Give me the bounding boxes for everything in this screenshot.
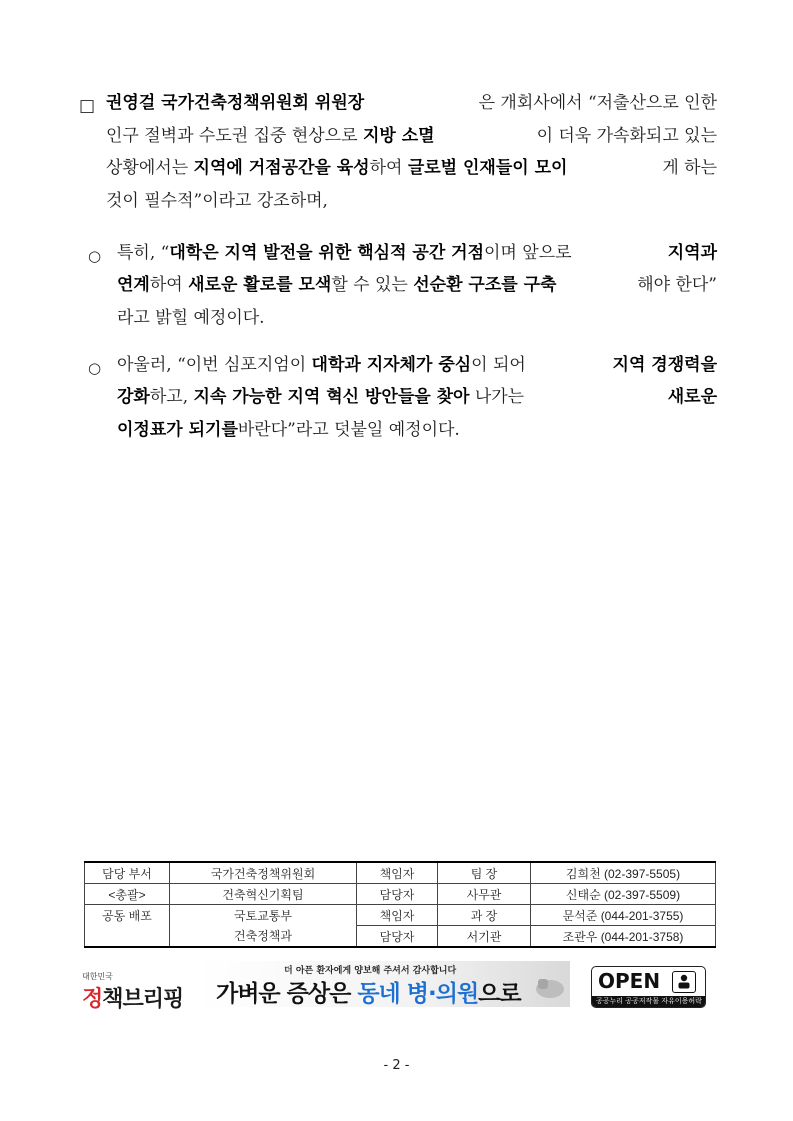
person-cell: 신태순 (02-397-5509) bbox=[531, 884, 716, 905]
org-cell: 건축정책과 bbox=[170, 926, 357, 948]
paragraph-3-line-1: 아울러, “이번 심포지엄이 대학과 지자체가 중심이 되어 지역 경쟁력을 bbox=[117, 355, 717, 375]
dept-label-cell: 담당 부서 bbox=[85, 862, 170, 884]
table-row bbox=[85, 905, 716, 926]
circle-bullet-icon: ○ bbox=[88, 359, 102, 377]
campaign-banner[interactable] bbox=[200, 961, 570, 1007]
role-cell: 책임자 bbox=[357, 905, 438, 926]
title-cell: 서기관 bbox=[438, 926, 531, 948]
logo-small-text: 대한민국 bbox=[82, 972, 113, 981]
paragraph-1-line-2: 인구 절벽과 수도권 집중 현상으로 지방 소멸 이 더욱 가속화되고 있는 bbox=[106, 126, 717, 146]
circle-bullet-icon: ○ bbox=[88, 247, 102, 265]
table-row bbox=[85, 926, 716, 948]
title-cell: 팀 장 bbox=[438, 862, 531, 884]
table-row bbox=[85, 862, 716, 884]
hand-illustration-icon bbox=[532, 971, 566, 1001]
paragraph-1-line-4: 것이 필수적”이라고 강조하며, bbox=[106, 191, 328, 211]
title-cell: 사무관 bbox=[438, 884, 531, 905]
open-label: OPEN bbox=[598, 969, 661, 993]
org-cell: 건축혁신기획팀 bbox=[170, 884, 357, 905]
square-bullet-icon: □ bbox=[79, 96, 96, 116]
person-type-icon bbox=[672, 971, 696, 993]
person-cell: 조관우 (044-201-3758) bbox=[531, 926, 716, 948]
table-row bbox=[85, 884, 716, 905]
paragraph-2-line-2: 연계하여 새로운 활로를 모색할 수 있는 선순환 구조를 구축 해야 한다” bbox=[117, 275, 717, 295]
role-cell: 책임자 bbox=[357, 862, 438, 884]
paragraph-2-line-3: 라고 밝힐 예정이다. bbox=[117, 308, 265, 328]
person-cell: 문석준 (044-201-3755) bbox=[531, 905, 716, 926]
banner-headline: 가벼운 증상은 동네 병·의원으로 bbox=[216, 981, 521, 1007]
open-license-badge[interactable] bbox=[591, 966, 706, 1008]
org-cell: 국토교통부 bbox=[170, 905, 357, 926]
dept-label-cell: 공동 배포 bbox=[85, 905, 170, 926]
org-cell: 국가건축정책위원회 bbox=[170, 862, 357, 884]
policy-briefing-logo[interactable] bbox=[82, 971, 183, 1013]
banner-subtitle: 더 아픈 환자에게 양보해 주셔서 감사합니다 bbox=[284, 966, 457, 976]
contact-table bbox=[84, 861, 716, 948]
title-cell: 과 장 bbox=[438, 905, 531, 926]
open-license-strip: 공공누리 공공저작물 자유이용허락 bbox=[592, 996, 705, 1007]
paragraph-3-line-2: 강화하고, 지속 가능한 지역 혁신 방안들을 찾아 나가는 새로운 bbox=[117, 387, 717, 407]
dept-label-cell: <총괄> bbox=[85, 884, 170, 905]
paragraph-1-line-1: 권영걸 국가건축정책위원회 위원장 은 개회사에서 “저출산으로 인한 bbox=[106, 93, 717, 113]
paragraph-1-line-3: 상황에서는 지역에 거점공간을 육성하여 글로벌 인재들이 모이 게 하는 bbox=[106, 158, 717, 178]
paragraph-3-line-3: 이정표가 되기를 바란다”라고 덧붙일 예정이다. bbox=[117, 420, 460, 440]
role-cell: 담당자 bbox=[357, 926, 438, 948]
role-cell: 담당자 bbox=[357, 884, 438, 905]
person-cell: 김희천 (02-397-5505) bbox=[531, 862, 716, 884]
paragraph-2-line-1: 특히, “대학은 지역 발전을 위한 핵심적 공간 거점이며 앞으로 지역과 bbox=[117, 243, 717, 263]
logo-big-text: 정책브리핑 bbox=[82, 987, 184, 1012]
dept-label-cell bbox=[85, 926, 170, 948]
page-number: - 2 - bbox=[383, 1058, 410, 1073]
